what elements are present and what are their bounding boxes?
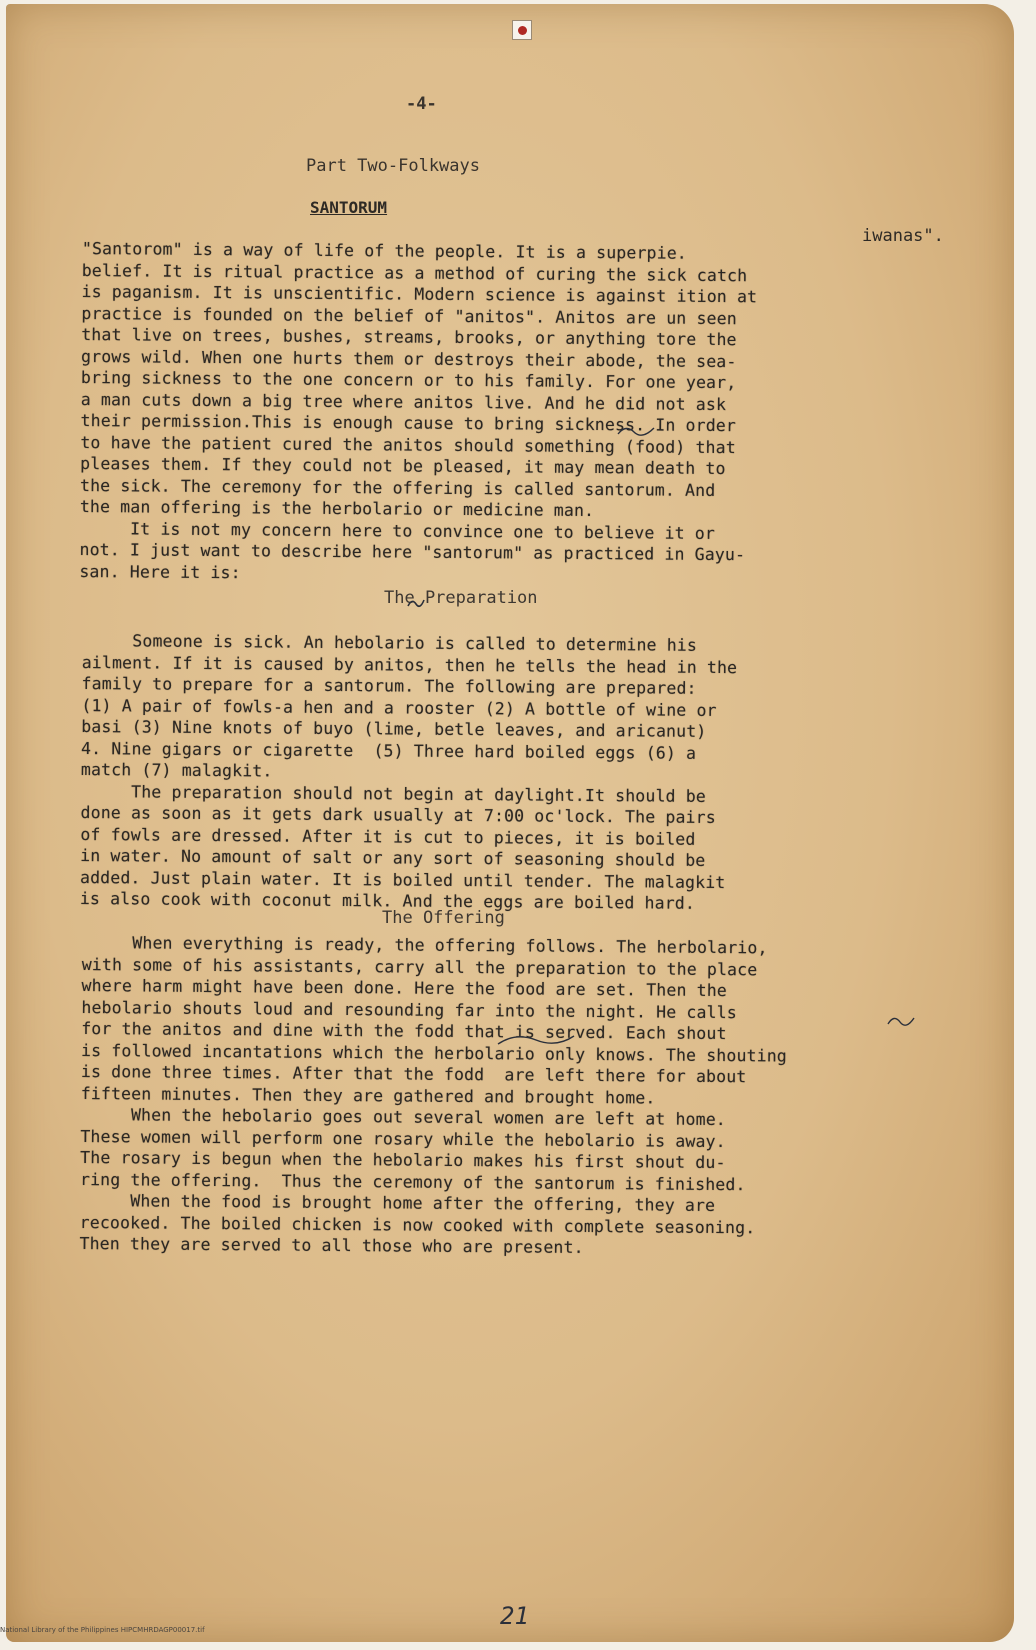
section-title: SANTORUM <box>310 198 388 217</box>
document-page <box>6 4 1014 1642</box>
offering-paragraph: When everything is ready, the offering follows. The herbolario, with some of his assistants, carry all the preparation to the place where harm might have been done. Here the food are set. Then the hebolario shouts loud and resounding far into the night. He calls for the anitos and dine with the fodd that is served. Each shout is followed incantations which the herbolario only knows. The shouting is done three times. After that the fodd are left there for about fifteen minutes. Then they are gathered and brought home. When the hebolario goes out several women are left at home. These women will perform one rosary while the hebolario is away. The rosary is begun when the hebolario makes his first shout du- ring the offering. Thus the ceremony of the santorum is finished. When the food is brought home after the offering, they are recooked. The boiled chicken is now cooked with complete seasoning. Then they are served to all those who are present. <box>79 932 788 1257</box>
folio-number-text: 21 <box>500 1602 529 1630</box>
insertion-correction-mark <box>616 422 656 436</box>
library-seal-stamp <box>512 20 532 40</box>
archive-footer-caption: National Library of the Philippines HIPCMHRDAGP00017.tif <box>0 1626 205 1634</box>
handwritten-folio-number <box>496 1598 544 1632</box>
preparation-paragraph: Someone is sick. An hebolario is called to determine his ailment. If it is caused by anitos, then he tells the head in the family to prepare for a santorum. The following are prepared: (1) A pair of fowls-a hen and a rooster (2) A bottle of wine or basi (3) Nine knots of buyo (lime, betle leaves, and aricanut) 4. Nine gigars or cigarette (5) Three hard boiled eggs (6) a match (7) malagkit. The preparation should not begin at daylight.It should be done as soon as it gets dark usually at 7:00 oc'lock. The pairs of fowls are dressed. After it is cut to pieces, it is boiled in water. No amount of salt or any sort of seasoning should be added. Just plain water. It is boiled until tender. The malagkit is also cook with coconut milk. And the eggs are boiled hard. <box>79 630 738 913</box>
offering-heading: The Offering <box>382 908 505 928</box>
preparation-heading: The Preparation <box>384 588 538 608</box>
insertion-correction-mark-2 <box>496 1032 576 1046</box>
tilde-correction-mark <box>406 596 426 610</box>
intro-paragraph: "Santorom" is a way of life of the people. It is a superpie. belief. It is ritual practice as a method of curing the sick catch is paganism. It is unscientific. Modern science is against ition at practice is founded on the belief of "anitos". Anitos are un seen that live on trees, bushes, streams, brooks, or anything tore the grows wild. When one hurts them or destroys their abode, the sea- bring sickness to the one concern or to his family. For one year, a man cuts down a big tree where anitos live. And he did not ask their permission.This is enough cause to bring sickness. In order to have the patient cured the anitos should something (food) that pleases them. If they could not be pleased, it may mean death to the sick. The ceremony for the offering is called santorum. And the man offering is the herbolario or medicine man. It is not my concern here to convince one to believe it or not. I just want to describe here "santorum" as practiced in Gayu- san. Here it is: <box>79 238 758 582</box>
seal-emblem-icon <box>518 26 527 35</box>
margin-note: iwanas". <box>862 226 944 246</box>
part-title: Part Two-Folkways <box>306 156 480 176</box>
shouting-correction-mark <box>886 1010 916 1030</box>
page-number: -4- <box>406 94 437 114</box>
